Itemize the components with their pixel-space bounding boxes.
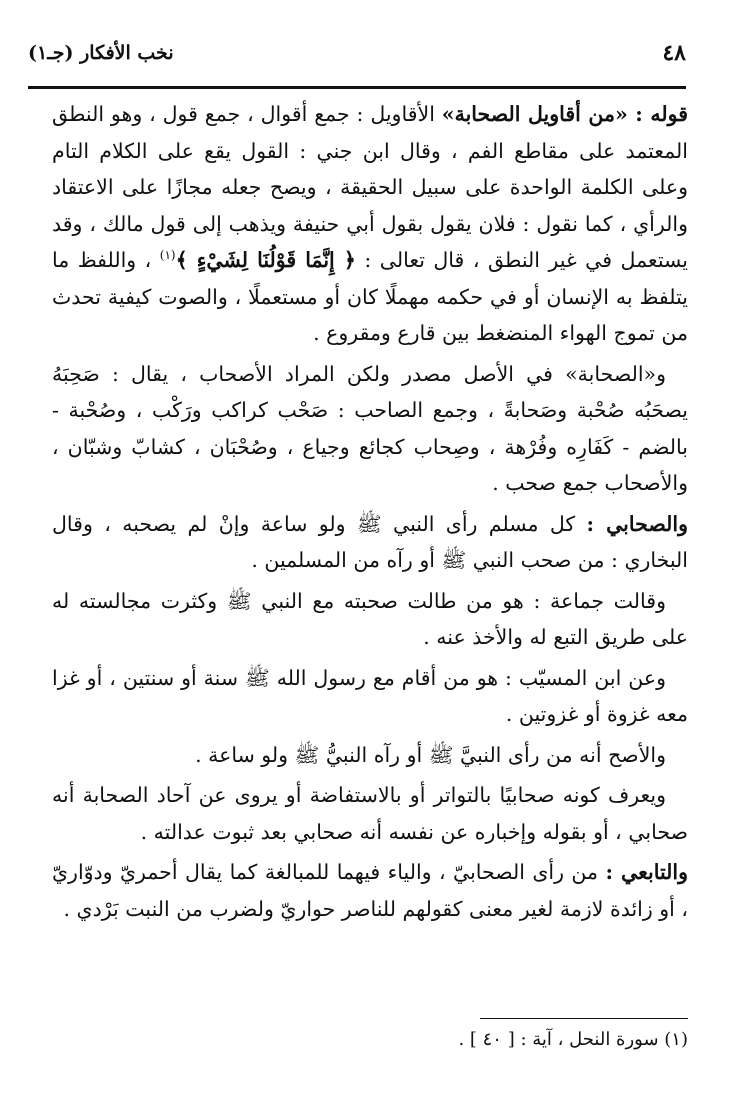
paragraph-sahabi	[52, 506, 688, 579]
page-number: ٤٨	[662, 40, 686, 66]
main-text	[52, 96, 688, 931]
paragraph-jamaa	[52, 583, 688, 656]
paragraph-yurafu	[52, 777, 688, 850]
paragraph-lead: والتابعي :	[605, 860, 688, 884]
paragraph-text: والأصح أنه من رأى النبيَّ ﷺ أو رآه النبيُّ ﷺ ولو ساعة .	[195, 742, 666, 767]
footnote: (١) سورة النحل ، آية : [ ٤٠ ] .	[458, 1029, 688, 1050]
quran-verse: ﴿ إِنَّمَا قَوْلُنَا لِشَيْءٍ ﴾	[175, 248, 356, 272]
footnote-ref[interactable]: (١)	[159, 248, 176, 263]
paragraph-qawluhu	[52, 96, 688, 352]
paragraph-lead: والصحابي :	[586, 511, 688, 536]
paragraph-text: و«الصحابة» في الأصل مصدر ولكن المراد الأصحاب ، يقال : صَحِبَهُ يصحَبُه صُحْبة وصَحابةً ، وجمع الصاحب : صَحْب كراكب ورَكْب ، وصُحْبة - بالضم - كَفَارِه وفُرْهة ، وصِحاب كجائع وجياع ، وصُحْبَان ، كشابّ وشبّان ، والأصحاب جمع صحب .	[52, 361, 688, 495]
header-rule	[28, 86, 686, 89]
paragraph-tabii	[52, 854, 688, 927]
paragraph-text: وعن ابن المسيّب : هو من أقام مع رسول الله ﷺ سنة أو سنتين ، أو غزا معه غزوة أو غزوتين .	[52, 665, 688, 726]
paragraph-text: الأقاويل : جمع أقوال ، جمع قول ، وهو النطق المعتمد على مقاطع الفم ، وقال ابن جني : القول يقع على الكلام التام وعلى الكلمة الواحدة على سبيل الحقيقة ، ويصح جعله مجازًا على الاعتقاد والرأي ، كما نقول : فلان يقول بقول أبي حنيفة ويذهب إلى قول مالك ، وقد يستعمل في غير النطق ، قال تعالى :	[52, 102, 688, 272]
paragraph-text: وقالت جماعة : هو من طالت صحبته مع النبي ﷺ وكثرت مجالسته له على طريق التبع له والأخذ عنه .	[52, 588, 688, 649]
paragraph-asah	[52, 737, 688, 774]
paragraph-text-continued: ، واللفظ ما يتلفظ به الإنسان أو في حكمه مهملًا كان أو مستعملًا ، والصوت كيفية تحدث من تموج الهواء المنضغط بين قارع ومقروع .	[52, 248, 688, 345]
paragraph-text: ويعرف كونه صحابيًا بالتواتر أو بالاستفاضة أو يروى عن آحاد الصحابة أنه صحابي ، أو بقوله وإخباره عن نفسه أنه صحابي بعد ثبوت عدالته .	[52, 783, 688, 844]
page-header	[28, 40, 686, 84]
footnote-rule	[480, 1018, 688, 1019]
paragraph-text: كل مسلم رأى النبي ﷺ ولو ساعة وإنْ لم يصحبه ، وقال البخاري : من صحب النبي ﷺ أو رآه من المسلمين .	[52, 511, 688, 572]
paragraph-lead: قوله : «من أقاويل الصحابة»	[441, 102, 688, 126]
paragraph-text: من رأى الصحابيّ ، والياء فيهما للمبالغة كما يقال أحمريّ ودوّاريّ ، أو زائدة لازمة لغير معنى كقولهم للناصر حواريّ ولضرب من النبت بَرْدي .	[52, 860, 688, 921]
paragraph-ibn-musayyib	[52, 660, 688, 733]
paragraph-sahaba	[52, 356, 688, 502]
running-title: نخب الأفكار (جـ١)	[28, 42, 174, 64]
